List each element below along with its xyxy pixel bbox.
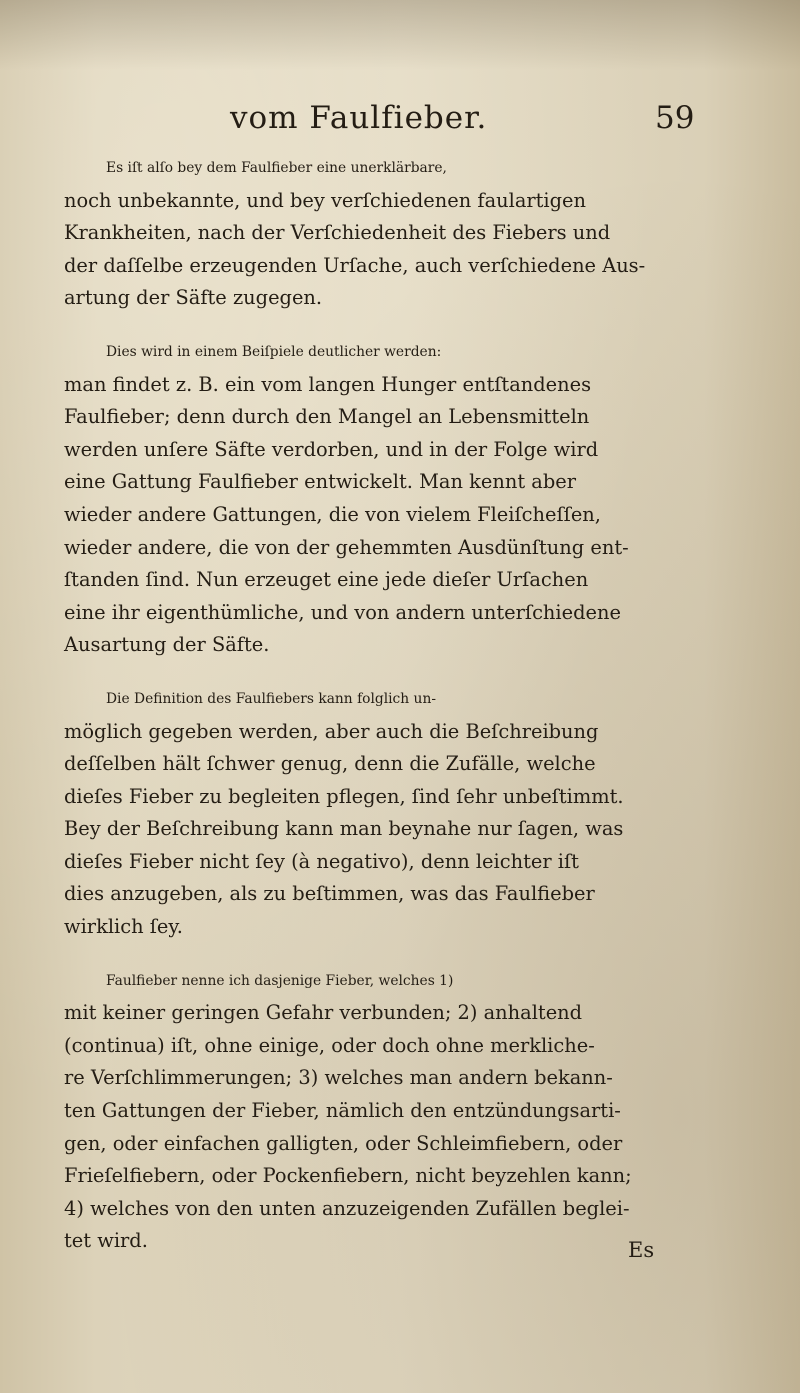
text-line: dieſes Fieber zu begleiten pflegen, ſind ſehr unbeſtimmt.: [64, 784, 624, 808]
text-line: der daſſelbe erzeugenden Urſache, auch verſchiedene Aus-: [64, 253, 646, 277]
text-line: Frieſelfiebern, oder Pockenfiebern, nicht beyzehlen kann;: [64, 1164, 632, 1188]
text-line: wieder andere, die von der gehemmten Ausdünſtung ent-: [64, 535, 629, 559]
text-line: Es iſt alſo bey dem Faulfieber eine unerklärbare,: [106, 160, 447, 176]
text-line: re Verſchlimmerungen; 3) welches man andern bekann-: [64, 1066, 613, 1090]
text-line: eine ihr eigenthümliche, und von andern unterſchiedene: [64, 600, 621, 624]
text-line: (continua) iſt, ohne einige, oder doch ohne merkliche-: [64, 1033, 595, 1057]
running-title: vom Faulfieber.: [230, 100, 488, 136]
text-line: möglich gegeben werden, aber auch die Beſchreibung: [64, 719, 599, 743]
paragraph-1: [64, 152, 670, 315]
text-line: man findet z. B. ein vom langen Hunger entſtandenes: [64, 372, 592, 396]
text-line: Faulfieber; denn durch den Mangel an Lebensmitteln: [64, 405, 590, 429]
text-line: eine Gattung Faulfieber entwickelt. Man kennt aber: [64, 470, 577, 494]
text-line: wieder andere Gattungen, die von vielem Fleiſcheſſen,: [64, 502, 601, 526]
text-line: 4) welches von den unten anzuzeigenden Zufällen beglei-: [64, 1196, 630, 1220]
text-line: dieſes Fieber nicht ſey (à negativo), denn leichter iſt: [64, 849, 579, 873]
catchword: Es: [628, 1238, 655, 1262]
page-header: [0, 100, 800, 150]
text-line: Krankheiten, nach der Verſchiedenheit des Fiebers und: [64, 221, 611, 245]
text-line: noch unbekannte, und bey verſchiedenen faulartigen: [64, 188, 587, 212]
text-line: Bey der Beſchreibung kann man beynahe nur ſagen, was: [64, 817, 624, 841]
text-line: Faulfieber nenne ich dasjenige Fieber, welches 1): [106, 972, 454, 989]
text-line: artung der Säfte zugegen.: [64, 286, 323, 310]
paragraph-4: [64, 965, 670, 1258]
text-line: mit keiner geringen Gefahr verbunden; 2) anhaltend: [64, 1001, 583, 1025]
text-line: deſſelben hält ſchwer genug, denn die Zufälle, welche: [64, 752, 596, 776]
text-line: ten Gattungen der Fieber, nämlich den entzündungsarti-: [64, 1099, 621, 1123]
text-line: werden unſere Säfte verdorben, und in der Folge wird: [64, 437, 599, 461]
text-line: Die Definition des Faulfiebers kann folglich un-: [106, 690, 436, 707]
page-number: 59: [655, 100, 695, 136]
text-line: Dies wird in einem Beiſpiele deutlicher werden:: [106, 343, 442, 360]
text-line: tet wird.: [64, 1229, 148, 1253]
paragraph-2: [64, 336, 670, 662]
text-line: Ausartung der Säfte.: [64, 633, 270, 657]
text-line: dies anzugeben, als zu beſtimmen, was das Faulfieber: [64, 882, 595, 906]
text-line: ſtanden ſind. Nun erzeuget eine jede dieſer Urſachen: [64, 568, 589, 592]
body-text: [64, 152, 670, 1279]
text-line: wirklich ſey.: [64, 915, 183, 939]
paragraph-3: [64, 683, 670, 944]
text-line: gen, oder einfachen galligten, oder Schleimfiebern, oder: [64, 1131, 623, 1155]
